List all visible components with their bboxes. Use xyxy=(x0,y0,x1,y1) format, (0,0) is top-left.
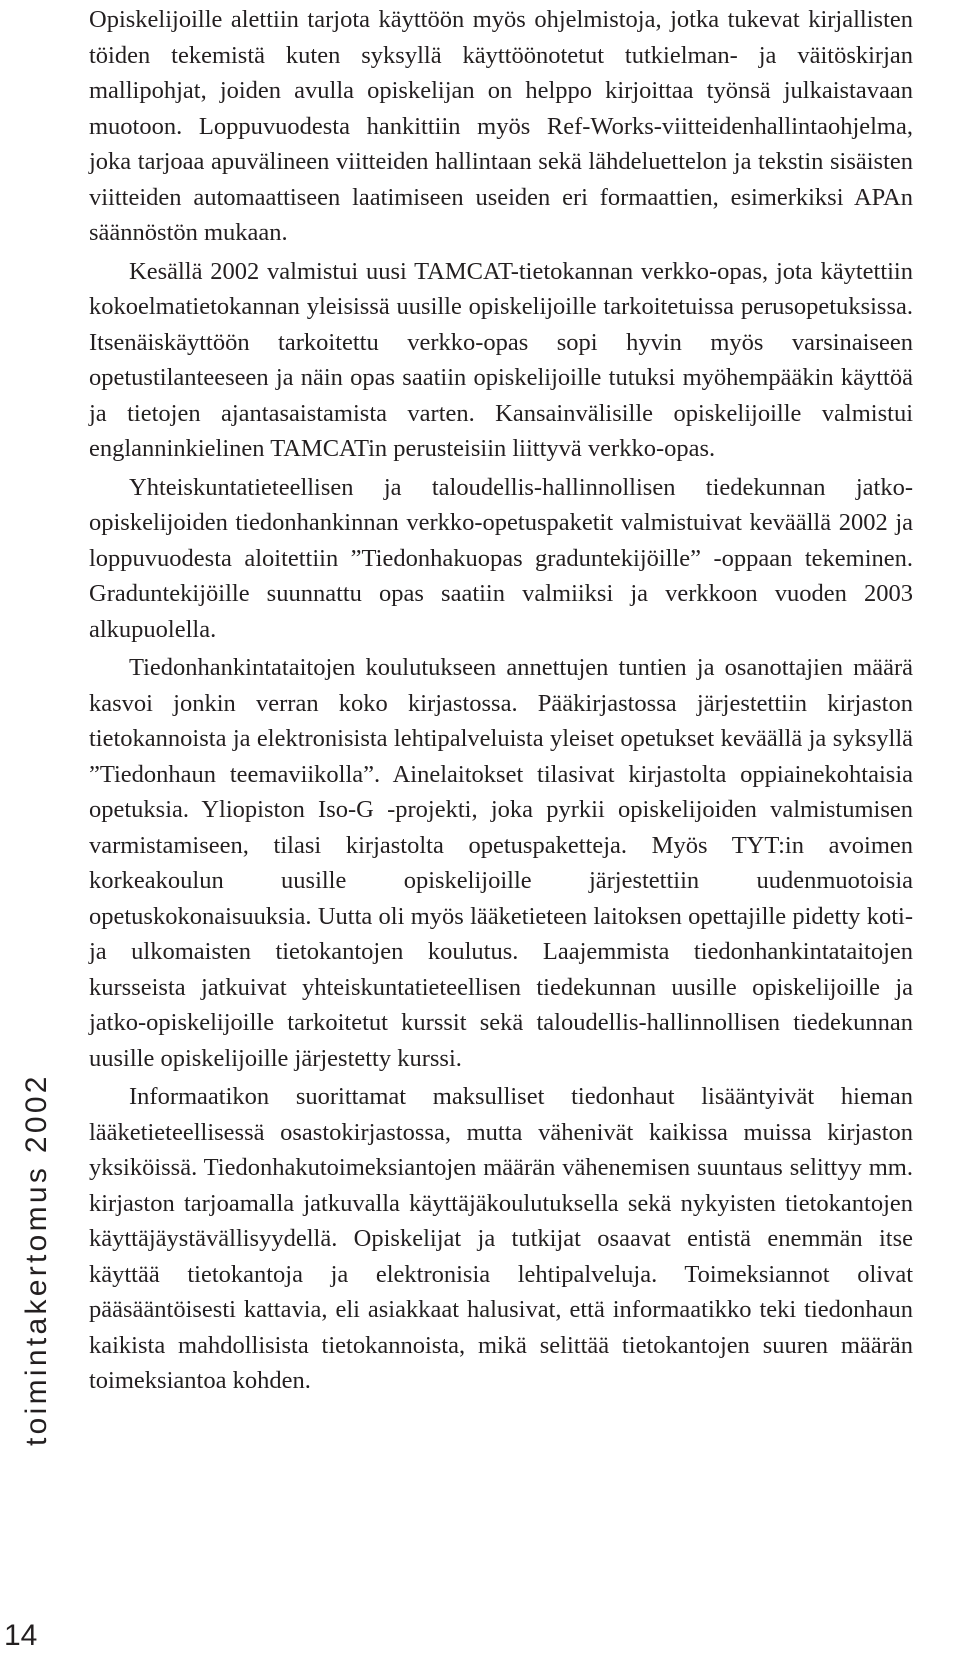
paragraph-graduate-guides: Yhteiskuntatieteellisen ja taloudellis-hallinnollisen tiedekunnan jatko-opiskelijoiden tiedonhankinnan verkko-opetuspaketit valmistuivat keväällä 2002 ja loppuvuodesta aloitettiin ”Tiedonhakuopas graduntekijöille” -oppaan tekeminen. Graduntekijöille suunnattu opas saatiin valmiiksi ja verkkoon vuoden 2003 alkupuolella. xyxy=(89,473,913,643)
paragraph-information-skills-training: Tiedonhankintataitojen koulutukseen annettujen tuntien ja osanottajien määrä kasvoi jonkin verran koko kirjastossa. Pääkirjastossa järjestettiin kirjaston tietokannoista ja elektronisista lehtipalveluista yleiset opetukset keväällä ja syksyllä ”Tiedonhaun teemaviikolla”. Ainelaitokset tilasivat kirjastolta oppiainekohtaisia opetuksia. Yliopiston Iso-G -projekti, joka pyrkii opiskelijoiden valmistumisen varmistamiseen, tilasi kirjastolta opetuspaketteja. Myös TYT:in avoimen korkeakoulun uusille opiskelijoille järjestettiin uudenmuotoisia opetuskokonaisuuksia. Uutta oli myös lääketieteen laitoksen opettajille pidetty koti- ja ulkomaisten tietokantojen koulutus. Laajemmista tiedonhankintataitojen kursseista jatkuivat yhteiskuntatieteellisen tiedekunnan uusille opiskelijoille ja jatko-opiskelijoille tarkoitetut kurssit sekä taloudellis-hallinnollisen tiedekunnan uusille opiskelijoille järjestetty kurssi. xyxy=(89,654,913,1072)
running-header-text: toimintakertomus 2002 xyxy=(20,1073,53,1446)
paragraph-tamcat-guide: Kesällä 2002 valmistui uusi TAMCAT-tietokannan verkko-opas, jota käytettiin kokoelmatietokannan yleisissä uusille opiskelijoille tarkoitetuissa perusopetuksissa. Itsenäiskäyttöön tarkoitettu verkko-opas sopi hyvin myös varsinaiseen opetustilanteeseen ja näin opas saatiin opiskelijoille tutuksi myöhempääkin käyttöä ja tietojen ajantasaistamista varten. Kansainvälisille opiskelijoille valmistui englanninkielinen TAMCATin perusteisiin liittyvä verkko-opas. xyxy=(89,257,913,462)
body-text xyxy=(89,2,913,1399)
running-header-vertical xyxy=(22,1046,52,1446)
paragraph-paid-searches: Informaatikon suorittamat maksulliset tiedonhaut lisääntyivät hieman lääketieteellisessä osastokirjastossa, mutta vähenivät kaikissa muissa kirjaston yksiköissä. Tiedonhakutoimeksiantojen määrän vähenemisen suuntaus selittyy mm. kirjaston tarjoamalla jatkuvalla käyttäjäkoulutuksella sekä nykyisten tietokantojen käyttäjäystävällisyydellä. Opiskelijat ja tutkijat osaavat entistä enemmän itse käyttää tietokantoja ja elektronisia lehtipalveluja. Toimeksiannot olivat pääsääntöisesti kattavia, eli asiakkaat halusivat, että informaatikko teki tiedonhaun kaikista mahdollisista tietokannoista, mikä selittää tietokantojen suuren määrän toimeksiantoa kohden. xyxy=(89,1083,913,1394)
paragraph-software-support: Opiskelijoille alettiin tarjota käyttöön myös ohjelmistoja, jotka tukevat kirjallisten töiden tekemistä kuten syksyllä käyttöönotetut tutkielman- ja väitöskirjan mallipohjat, joiden avulla opiskelijan on helppo kirjoittaa työnsä julkaistavaan muotoon. Loppuvuodesta hankittiin myös Ref-Works-viitteidenhallintaohjelma, joka tarjoaa apuvälineen viitteiden hallintaan sekä lähdeluettelon ja tekstin sisäisten viitteiden automaattiseen laatimiseen useiden eri formaattien, esimerkiksi APAn säännöstön mukaan. xyxy=(89,6,913,246)
page-number: 14 xyxy=(4,1619,38,1652)
